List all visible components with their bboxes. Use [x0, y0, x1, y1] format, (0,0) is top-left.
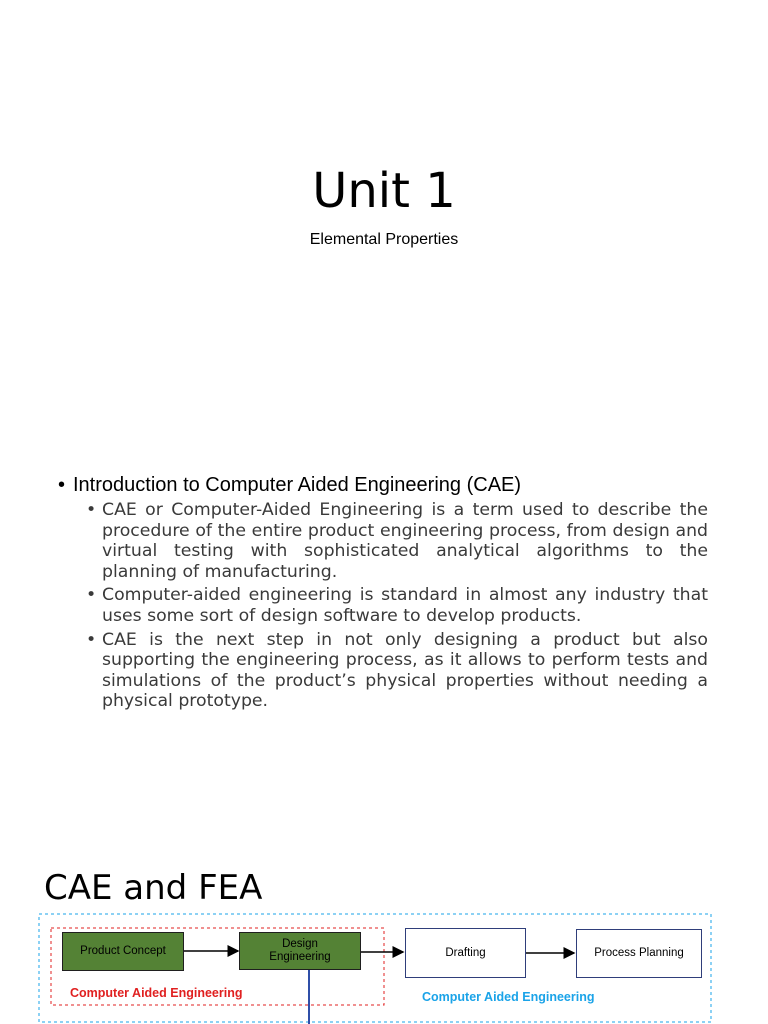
sub-bullet-text: CAE or Computer-Aided Engineering is a term used to describe the procedure of the entire product engineering process, from design and virtual testing with sophisticated analytical algorithms to the planning of manufacturing. [102, 500, 708, 582]
outer-cae-label: Computer Aided Engineering [422, 990, 595, 1004]
sub-bullet [86, 630, 708, 712]
content-slide [0, 420, 768, 820]
box-label: Design Engineering [269, 938, 331, 963]
box-label: Drafting [445, 946, 486, 959]
bullet-icon: • [86, 500, 97, 520]
box-label: Process Planning [594, 947, 684, 959]
sub-bullet-text: Computer-aided engineering is standard in almost any industry that uses some sort of design software to develop products. [102, 585, 708, 626]
title-slide [0, 0, 768, 420]
sub-bullet [86, 585, 708, 626]
slide-subtitle: Elemental Properties [309, 231, 459, 248]
process-planning-box [576, 929, 702, 978]
sub-bullet-text: CAE is the next step in not only designing a product but also supporting the engineering process, as it allows to perform tests and simulations of the product’s physical properties without needing a physical prototype. [102, 629, 708, 712]
main-bullet [58, 472, 718, 498]
slide-title: CAE and FEA [44, 868, 263, 908]
main-bullet-text: Introduction to Computer Aided Engineering (CAE) [73, 474, 522, 496]
design-engineering-box [239, 932, 361, 970]
product-concept-box [62, 932, 184, 971]
slide-title: Unit 1 [312, 163, 456, 219]
bullet-icon: • [58, 474, 66, 496]
bullet-icon: • [86, 629, 97, 650]
box-label: Product Concept [80, 945, 166, 957]
sub-bullet [86, 500, 708, 582]
bullet-icon: • [86, 585, 97, 606]
drafting-box [405, 928, 526, 978]
sub-bullet-list [86, 500, 708, 715]
diagram-slide [0, 820, 768, 1024]
inner-cae-label: Computer Aided Engineering [70, 986, 243, 1000]
